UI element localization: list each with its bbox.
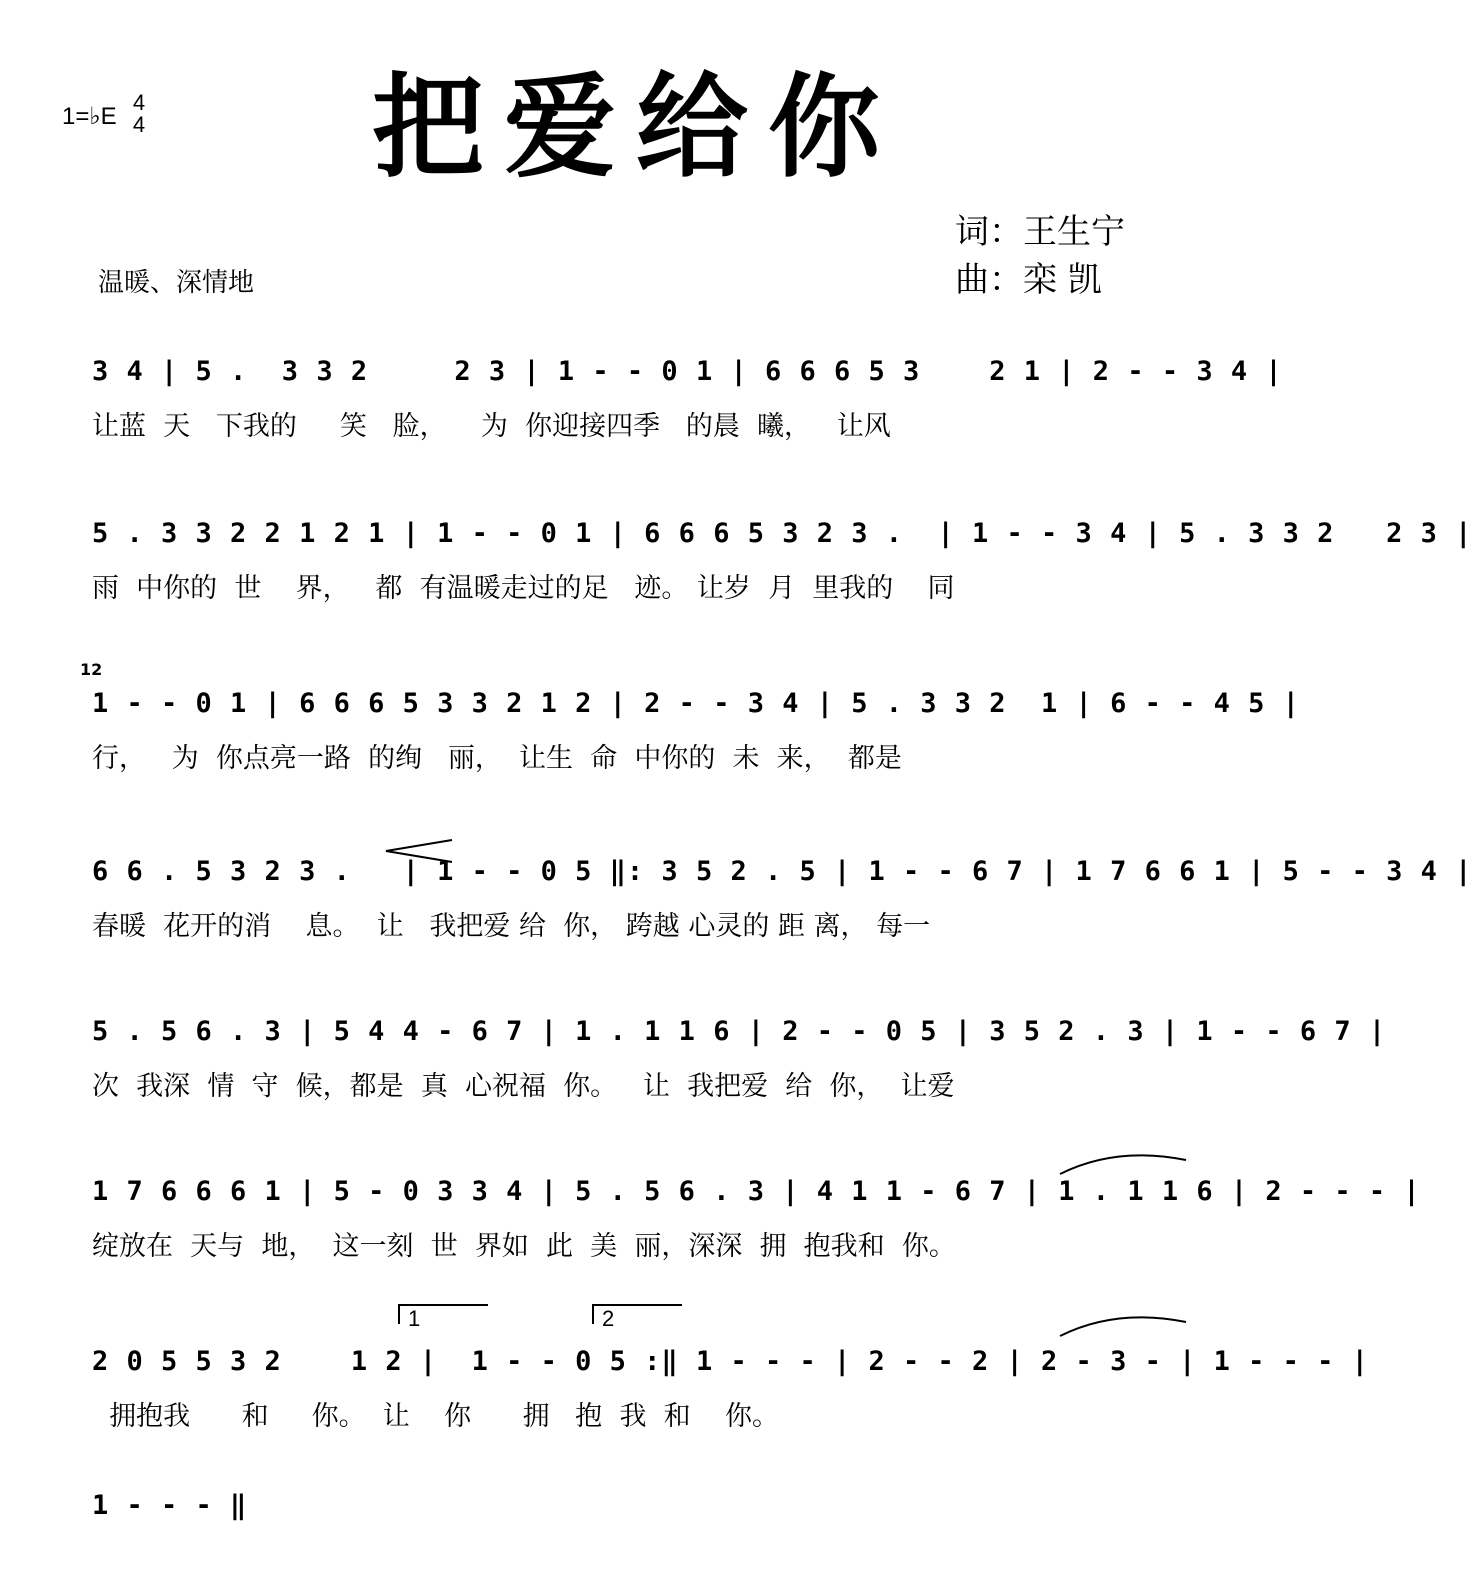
notes-row: 6 6 . 5 3 2 3 . | 1 - - 0 5 ‖: 3 5 2 . 5 | 1 - - 6 7 | 1 7 6 6 1 | 5 - - 3 4 | <box>92 856 1472 887</box>
lyrics-row: 拥抱我 和 你。 让 你 拥 抱 我 和 你。 <box>92 1401 779 1432</box>
notes-row: 5 . 3 3 2 2 1 2 1 | 1 - - 0 1 | 6 6 6 5 3 2 3 . | 1 - - 3 4 | 5 . 3 3 2 2 3 | <box>92 518 1472 549</box>
volta-2: 2 <box>592 1304 682 1324</box>
notes-row: 3 4 | 5 . 3 3 2 2 3 | 1 - - 0 1 | 6 6 6 5 3 2 1 | 2 - - 3 4 | <box>92 356 1283 387</box>
key-signature: 1=♭E <box>62 103 117 130</box>
measure-number: 12 <box>80 660 103 679</box>
tempo-marking: 温暖、深情地 <box>98 268 255 298</box>
notes-row: 1 - - - ‖ <box>92 1490 248 1521</box>
volta-1: 1 <box>398 1304 488 1324</box>
notes-row: 1 - - 0 1 | 6 6 6 5 3 3 2 1 2 | 2 - - 3 4 | 5 . 3 3 2 1 | 6 - - 4 5 | <box>92 688 1300 719</box>
song-title: 把爱给你 <box>372 62 900 193</box>
time-top: 4 <box>132 90 146 115</box>
lyrics-row: 雨 中你的 世 界， 都 有温暖走过的足 迹。 让岁 月 里我的 同 <box>92 573 955 604</box>
lyrics-row: 让蓝 天 下我的 笑 脸， 为 你迎接四季 的晨 曦， 让风 <box>92 411 891 442</box>
tie-arc <box>1056 1312 1191 1340</box>
time-bottom: 4 <box>132 112 146 137</box>
tie-arc <box>1056 1150 1191 1178</box>
notes-row: 2 0 5 5 3 2 1 2 | 1 - - 0 5 :‖ 1 - - - | 2 - - 2 | 2 - 3 - | 1 - - - | <box>92 1346 1369 1377</box>
lyrics-row: 春暖 花开的消 息。 让 我把爱 给 你， 跨越 心灵的 距 离， 每一 <box>92 911 931 942</box>
composer: 曲：栾 凯 <box>955 260 1102 300</box>
lyricist: 词：王生宁 <box>955 212 1125 252</box>
notes-row: 5 . 5 6 . 3 | 5 4 4 - 6 7 | 1 . 1 1 6 | 2 - - 0 5 | 3 5 2 . 3 | 1 - - 6 7 | <box>92 1016 1387 1047</box>
lyrics-row: 次 我深 情 守 候，都是 真 心祝福 你。 让 我把爱 给 你， 让爱 <box>92 1071 955 1102</box>
notes-row: 1 7 6 6 6 1 | 5 - 0 3 3 4 | 5 . 5 6 . 3 | 4 1 1 - 6 7 | 1 . 1 1 6 | 2 - - - | <box>92 1176 1421 1207</box>
lyrics-row: 绽放在 天与 地， 这一刻 世 界如 此 美 丽，深深 拥 抱我和 你。 <box>92 1231 956 1262</box>
lyrics-row: 行， 为 你点亮一路 的绚 丽， 让生 命 中你的 未 来， 都是 <box>92 743 902 774</box>
